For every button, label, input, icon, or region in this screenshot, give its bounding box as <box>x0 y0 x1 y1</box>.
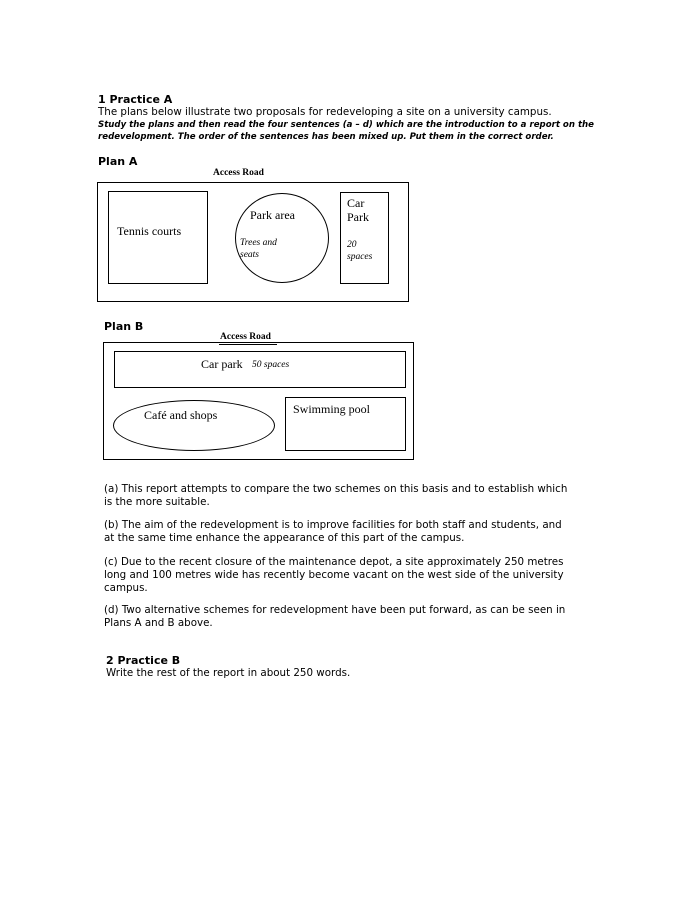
sentence-a-line2: is the more suitable. <box>104 496 210 508</box>
sentence-a <box>104 483 567 509</box>
plan-b-title: Plan B <box>104 320 144 333</box>
plan-a-spaces-line1: 20 <box>347 240 357 250</box>
sentence-b <box>104 519 562 545</box>
plan-a-car-label-line1: Car <box>347 196 365 210</box>
sentence-b-line1: (b) The aim of the redevelopment is to improve facilities for both staff and students, and <box>104 519 562 531</box>
plan-b-cafe-shops <box>113 400 275 451</box>
plan-a-site-outline <box>97 182 409 302</box>
sentence-d-line2: Plans A and B above. <box>104 617 213 629</box>
plan-b-swimming-pool <box>285 397 406 451</box>
sentence-c-line2: long and 100 metres wide has recently become vacant on the west side of the university <box>104 569 564 581</box>
plan-a-tennis-label: Tennis courts <box>117 224 182 238</box>
plan-a-park-area <box>235 193 329 283</box>
plan-a-title: Plan A <box>98 155 138 168</box>
sentence-d-line1: (d) Two alternative schemes for redevelopment have been put forward, as can be seen in <box>104 604 566 616</box>
practice-a-heading: 1 Practice A <box>98 93 173 106</box>
plan-b-car-park-label: Car park <box>201 357 243 371</box>
plan-a-park-label: Park area <box>250 208 295 222</box>
plan-a-trees-line2: seats <box>240 250 259 260</box>
sentence-b-line2: at the same time enhance the appearance of this part of the campus. <box>104 532 465 544</box>
practice-a-instruction-line1: Study the plans and then read the four sentences (a – d) which are the introduction to a report on the <box>98 120 595 130</box>
plan-b-cafe-label: Café and shops <box>144 408 218 422</box>
plan-b-access-road: Access Road <box>220 332 271 342</box>
plan-a-tennis-courts <box>108 191 208 284</box>
plan-b-car-park <box>114 351 406 388</box>
sentence-c-line1: (c) Due to the recent closure of the maintenance depot, a site approximately 250 metres <box>104 556 564 568</box>
plan-a-car-park <box>340 192 389 284</box>
sentence-a-line1: (a) This report attempts to compare the two schemes on this basis and to establish which <box>104 483 568 495</box>
plan-a-spaces-line2: spaces <box>347 252 373 262</box>
plan-a-access-road: Access Road <box>213 168 264 178</box>
sentence-d <box>104 604 565 630</box>
plan-b-pool-label: Swimming pool <box>293 402 371 416</box>
plan-a-trees-line1: Trees and <box>240 238 277 248</box>
sentence-c <box>104 556 564 595</box>
plan-a-car-label-line2: Park <box>347 210 369 224</box>
practice-b-text: Write the rest of the report in about 250 words. <box>106 667 351 679</box>
practice-a-intro: The plans below illustrate two proposals for redeveloping a site on a university campus. <box>98 106 552 118</box>
sentence-c-line3: campus. <box>104 582 148 594</box>
practice-a-instruction-line2: redevelopment. The order of the sentences has been mixed up. Put them in the correct order. <box>98 132 554 142</box>
plan-b-car-spaces: 50 spaces <box>252 360 290 370</box>
plan-b-site-outline <box>103 342 414 460</box>
practice-b-heading: 2 Practice B <box>106 654 181 667</box>
